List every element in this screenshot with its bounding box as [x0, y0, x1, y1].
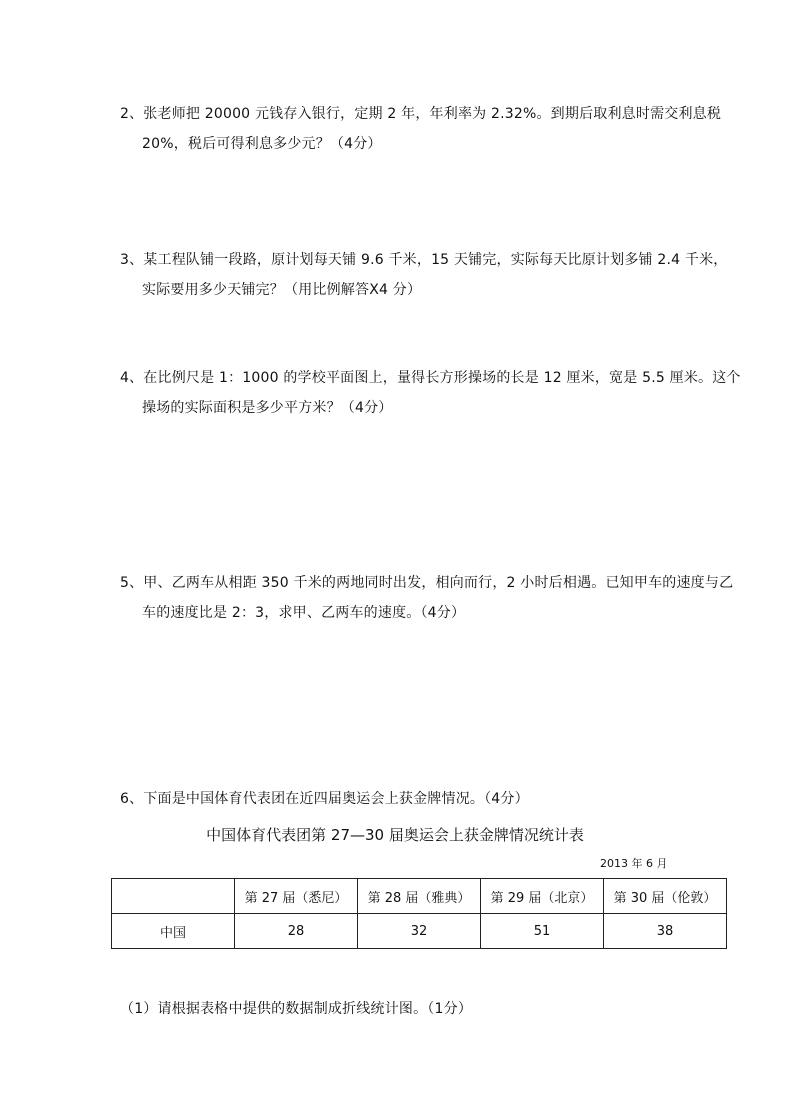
question-5-line-2: 车的速度比是 2：3，求甲、乙两车的速度。（4分） — [142, 605, 466, 621]
table-title: 中国体育代表团第 27—30 届奥运会上获金牌情况统计表 — [206, 826, 584, 844]
question-3-line-2: 实际要用多少天铺完？（用比例解答X4 分） — [142, 282, 422, 298]
table-row-label: 中国 — [112, 914, 235, 949]
question-6-line-1: 6、下面是中国体育代表团在近四届奥运会上获金牌情况。（4分） — [120, 791, 529, 807]
question-5-line-1: 5、甲、乙两车从相距 350 千米的两地同时出发，相向而行，2 小时后相遇。已知甲车的速度与乙 — [120, 575, 734, 591]
table-row — [112, 914, 727, 949]
table-cell: 51 — [481, 914, 604, 949]
table-header-cell: 第 27 届（悉尼） — [235, 879, 358, 914]
table-date: 2013 年 6 月 — [600, 857, 668, 870]
table-cell: 32 — [358, 914, 481, 949]
table-header-row — [112, 879, 727, 914]
medal-table — [111, 878, 727, 949]
table-header-cell: 第 30 届（伦敦） — [604, 879, 727, 914]
table-header-cell: 第 29 届（北京） — [481, 879, 604, 914]
sub-question-1: （1）请根据表格中提供的数据制成折线统计图。（1分） — [120, 1001, 473, 1017]
table-cell: 38 — [604, 914, 727, 949]
question-4-line-2: 操场的实际面积是多少平方米？（4分） — [142, 400, 393, 416]
question-2-line-2: 20%，税后可得利息多少元？（4分） — [142, 136, 382, 152]
question-3-line-1: 3、某工程队铺一段路，原计划每天铺 9.6 千米，15 天铺完，实际每天比原计划多铺 2.4 千米， — [120, 252, 728, 268]
table-cell: 28 — [235, 914, 358, 949]
table-header-corner — [112, 879, 235, 914]
question-2-line-1: 2、张老师把 20000 元钱存入银行，定期 2 年，年利率为 2.32%。到期后取利息时需交利息税 — [120, 106, 722, 122]
table-header-cell: 第 28 届（雅典） — [358, 879, 481, 914]
question-4-line-1: 4、在比例尺是 1：1000 的学校平面图上，量得长方形操场的长是 12 厘米，宽是 5.5 厘米。这个 — [120, 370, 741, 386]
